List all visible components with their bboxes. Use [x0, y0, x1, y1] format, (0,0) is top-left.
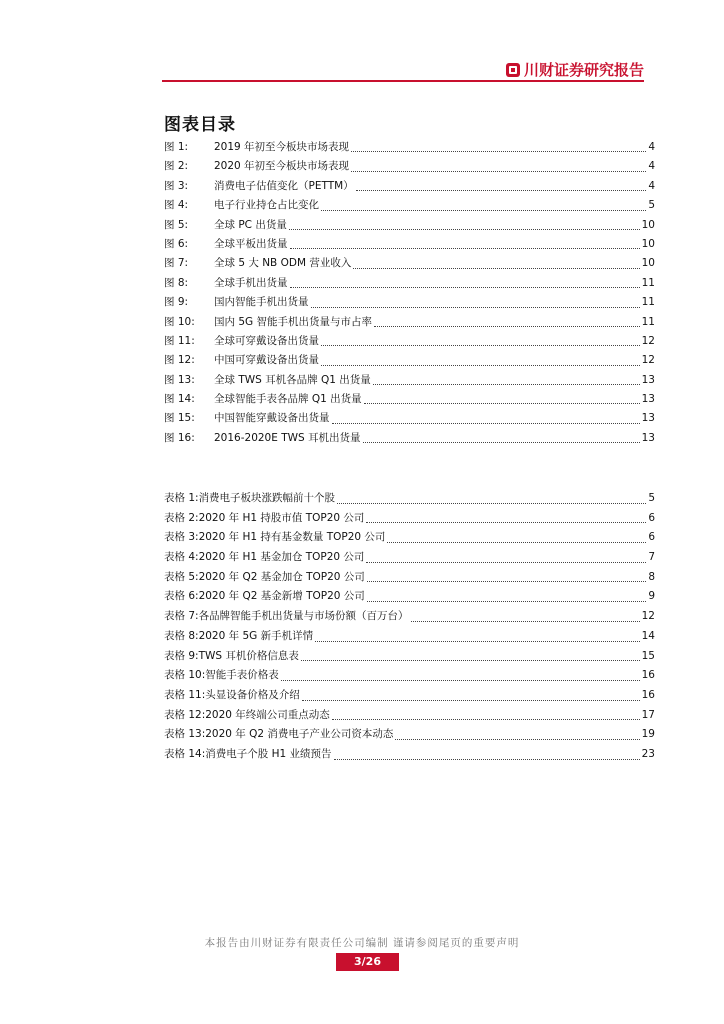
figure-number: 图 10:: [164, 315, 195, 328]
figure-page: 4: [648, 141, 655, 153]
chuancai-logo-icon: [505, 62, 521, 78]
figure-number: 图 4:: [164, 199, 189, 212]
table-entry[interactable]: [164, 647, 655, 667]
figure-title: 全球 5 大 NB ODM 营业收入: [214, 257, 352, 270]
figure-entry[interactable]: [164, 138, 655, 157]
figure-number: 图 12:: [164, 354, 195, 367]
table-title: 2020 年 5G 新手机详情: [198, 629, 314, 642]
figure-entry[interactable]: [164, 390, 655, 409]
figure-number: 图 1:: [164, 141, 189, 153]
table-entry[interactable]: [164, 706, 655, 726]
dot-leader: [321, 210, 646, 211]
table-entry[interactable]: [164, 548, 655, 568]
table-page: 6: [648, 511, 655, 524]
figure-number: 图 9:: [164, 296, 189, 309]
table-number: 表格 5:: [164, 570, 199, 583]
table-title: 头显设备价格及介绍: [205, 688, 300, 701]
figure-entry[interactable]: [164, 293, 655, 312]
dot-leader: [321, 345, 640, 346]
table-number: 表格 9:: [164, 649, 199, 662]
table-title: 2020 年 H1 持有基金数量 TOP20 公司: [198, 531, 386, 544]
dot-leader: [373, 384, 640, 385]
figure-page: 13: [641, 393, 655, 406]
figure-page: 11: [641, 276, 655, 289]
table-number: 表格 4:: [164, 551, 199, 564]
table-entry[interactable]: [164, 745, 655, 765]
figure-page: 11: [641, 315, 655, 328]
dot-leader: [387, 542, 646, 543]
figure-entry[interactable]: [164, 254, 655, 273]
figure-entry[interactable]: [164, 371, 655, 390]
figure-number: 图 14:: [164, 393, 195, 406]
dot-leader: [321, 365, 640, 366]
table-list: [164, 489, 655, 765]
figure-number: 图 5:: [164, 218, 189, 231]
figure-title: 全球手机出货量: [214, 276, 288, 289]
figure-number: 图 7:: [164, 257, 189, 270]
table-entry[interactable]: [164, 528, 655, 548]
table-number: 表格 1:: [164, 492, 199, 504]
table-entry[interactable]: [164, 587, 655, 607]
dot-leader: [332, 423, 640, 424]
table-number: 表格 2:: [164, 511, 199, 524]
table-entry[interactable]: [164, 509, 655, 529]
figure-page: 11: [641, 296, 655, 309]
figure-entry[interactable]: [164, 274, 655, 293]
figure-number: 图 15:: [164, 412, 195, 425]
table-number: 表格 8:: [164, 629, 199, 642]
dot-leader: [290, 287, 640, 288]
dot-leader: [356, 190, 647, 191]
table-title: 2020 年 Q2 基金加仓 TOP20 公司: [198, 570, 365, 583]
dot-leader: [374, 326, 640, 327]
table-title: 消费电子个股 H1 业绩预告: [205, 747, 332, 760]
figure-page: 4: [648, 160, 655, 173]
table-entry[interactable]: [164, 686, 655, 706]
figure-title: 2019 年初至今板块市场表现: [214, 141, 350, 153]
dot-leader: [364, 403, 640, 404]
table-number: 表格 10:: [164, 669, 206, 682]
figure-title: 2016-2020E TWS 耳机出货量: [214, 431, 361, 444]
figure-title: 国内 5G 智能手机出货量与市占率: [214, 315, 372, 328]
table-entry[interactable]: [164, 607, 655, 627]
figure-number: 图 13:: [164, 373, 195, 386]
table-title: 2020 年 Q2 消费电子产业公司资本动态: [205, 728, 394, 741]
figure-entry[interactable]: [164, 332, 655, 351]
figure-page: 13: [641, 373, 655, 386]
dot-leader: [395, 739, 639, 740]
table-number: 表格 14:: [164, 747, 206, 760]
table-entry[interactable]: [164, 627, 655, 647]
dot-leader: [367, 581, 647, 582]
brand-name: 川财证券研究报告: [523, 61, 644, 79]
figure-number: 图 11:: [164, 334, 195, 347]
figure-list: [164, 138, 655, 448]
figure-entry[interactable]: [164, 216, 655, 235]
figure-entry[interactable]: [164, 351, 655, 370]
figure-title: 中国智能穿戴设备出货量: [214, 412, 330, 425]
dot-leader: [290, 248, 640, 249]
page-title: 图表目录: [164, 115, 236, 135]
figure-title: 全球 TWS 耳机各品牌 Q1 出货量: [214, 373, 371, 386]
table-page: 5: [648, 492, 655, 504]
table-page: 19: [641, 728, 655, 741]
figure-title: 全球可穿戴设备出货量: [214, 334, 319, 347]
figure-entry[interactable]: [164, 157, 655, 176]
dot-leader: [411, 621, 640, 622]
table-entry[interactable]: [164, 489, 655, 509]
table-title: 2020 年终端公司重点动态: [205, 708, 330, 721]
table-title: 2020 年 Q2 基金新增 TOP20 公司: [198, 590, 365, 603]
table-page: 23: [641, 747, 655, 760]
table-page: 17: [641, 708, 655, 721]
table-title: TWS 耳机价格信息表: [198, 649, 299, 662]
dot-leader: [334, 759, 640, 760]
table-number: 表格 3:: [164, 531, 199, 544]
table-number: 表格 7:: [164, 610, 199, 623]
table-title: 2020 年 H1 持股市值 TOP20 公司: [198, 511, 365, 524]
figure-page: 10: [641, 218, 655, 231]
dot-leader: [353, 268, 639, 269]
figure-number: 图 3:: [164, 179, 189, 192]
table-page: 12: [641, 610, 655, 623]
table-number: 表格 13:: [164, 728, 206, 741]
figure-entry[interactable]: [164, 177, 655, 196]
dot-leader: [366, 562, 646, 563]
figure-title: 全球 PC 出货量: [214, 218, 287, 231]
figure-number: 图 6:: [164, 237, 189, 250]
dot-leader: [315, 641, 640, 642]
figure-entry[interactable]: [164, 196, 655, 215]
footer-disclaimer: 本报告由川财证券有限责任公司编制 谨请参阅尾页的重要声明: [204, 937, 520, 949]
dot-leader: [311, 307, 640, 308]
figure-entry[interactable]: [164, 409, 655, 428]
figure-page: 12: [641, 354, 655, 367]
dot-leader: [332, 719, 640, 720]
table-number: 表格 6:: [164, 590, 199, 603]
dot-leader: [366, 522, 646, 523]
figure-title: 全球平板出货量: [214, 237, 288, 250]
figure-title: 国内智能手机出货量: [214, 296, 309, 309]
figure-page: 12: [641, 334, 655, 347]
figure-entry[interactable]: [164, 429, 655, 448]
dot-leader: [281, 680, 640, 681]
table-title: 消费电子板块涨跌幅前十个股: [198, 492, 336, 504]
brand-header: [505, 59, 644, 80]
table-title: 2020 年 H1 基金加仓 TOP20 公司: [198, 551, 365, 564]
figure-number: 图 2:: [164, 160, 189, 173]
figure-title: 全球智能手表各品牌 Q1 出货量: [214, 393, 362, 406]
figure-page: 10: [641, 257, 655, 270]
table-number: 表格 11:: [164, 688, 206, 701]
figure-number: 图 16:: [164, 431, 195, 444]
figure-entry[interactable]: [164, 235, 655, 254]
table-page: 9: [648, 590, 655, 603]
figure-entry[interactable]: [164, 313, 655, 332]
dot-leader: [301, 660, 640, 661]
dot-leader: [351, 151, 646, 152]
dot-leader: [289, 229, 640, 230]
table-page: 16: [641, 688, 655, 701]
figure-title: 电子行业持仓占比变化: [214, 199, 319, 212]
table-title: 智能手表价格表: [205, 669, 279, 682]
dot-leader: [351, 171, 646, 172]
table-entry[interactable]: [164, 725, 655, 745]
figure-title: 2020 年初至今板块市场表现: [214, 160, 350, 173]
page-number: 3/26: [336, 953, 399, 971]
table-page: 16: [641, 669, 655, 682]
dot-leader: [337, 503, 646, 504]
table-page: 14: [641, 629, 655, 642]
header-divider: [162, 80, 644, 82]
dot-leader: [302, 700, 640, 701]
table-page: 8: [648, 570, 655, 583]
figure-page: 4: [648, 179, 655, 192]
figure-page: 5: [648, 199, 655, 212]
table-page: 7: [648, 551, 655, 564]
table-entry[interactable]: [164, 666, 655, 686]
figure-title: 消费电子估值变化（PETTM）: [214, 179, 354, 192]
figure-page: 13: [641, 412, 655, 425]
table-page: 6: [648, 531, 655, 544]
figure-page: 10: [641, 237, 655, 250]
figure-page: 13: [641, 431, 655, 444]
figure-title: 中国可穿戴设备出货量: [214, 354, 319, 367]
table-number: 表格 12:: [164, 708, 206, 721]
table-page: 15: [641, 649, 655, 662]
figure-number: 图 8:: [164, 276, 189, 289]
dot-leader: [363, 442, 640, 443]
table-entry[interactable]: [164, 568, 655, 588]
table-title: 各品牌智能手机出货量与市场份额（百万台）: [198, 610, 409, 623]
dot-leader: [367, 601, 647, 602]
